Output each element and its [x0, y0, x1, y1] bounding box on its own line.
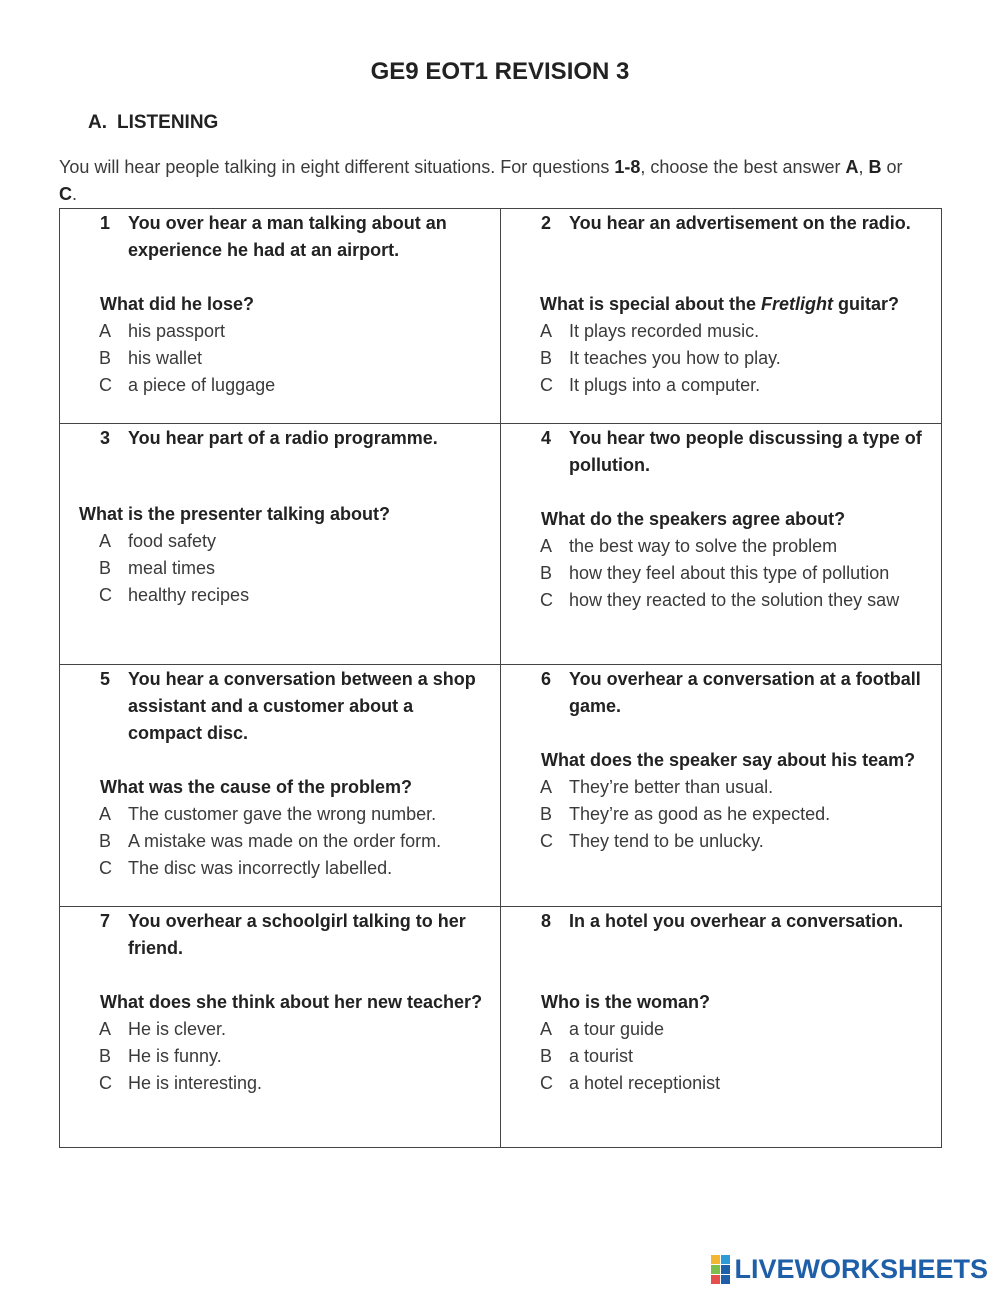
- option-letter: B: [540, 563, 553, 583]
- question-number: 7: [100, 911, 111, 931]
- intro-sep-2: or: [881, 157, 903, 177]
- option-text: food safety: [128, 531, 217, 551]
- question-prompt: What is the presenter talking about?: [79, 504, 391, 524]
- option-letter: A: [99, 321, 112, 341]
- option-letter: C: [99, 375, 112, 395]
- option-letter: B: [99, 348, 112, 368]
- option-text: how they reacted to the solution they saw: [569, 590, 900, 610]
- option-a[interactable]: [501, 1016, 941, 1043]
- option-letter: B: [540, 348, 553, 368]
- question-number: 1: [100, 213, 111, 233]
- option-letter: C: [99, 858, 112, 878]
- option-letter: C: [99, 585, 112, 605]
- option-text: the best way to solve the problem: [569, 536, 838, 556]
- option-text: A mistake was made on the order form.: [128, 831, 442, 851]
- intro-text-2: , choose the best answer: [640, 157, 846, 177]
- option-text: a tour guide: [569, 1019, 665, 1039]
- question-number: 2: [541, 213, 552, 233]
- option-text: a piece of luggage: [128, 375, 276, 395]
- question-stem: You hear an advertisement on the radio.: [569, 213, 911, 233]
- logo-icon: [711, 1255, 730, 1284]
- question-stem: You overhear a schoolgirl talking to her friend.: [128, 911, 466, 958]
- intro-text-1: You will hear people talking in eight different situations. For questions: [59, 157, 615, 177]
- option-text: He is clever.: [128, 1019, 227, 1039]
- option-a[interactable]: [60, 318, 500, 345]
- question-cell-7: [60, 907, 501, 1148]
- question-prompt: [501, 291, 941, 318]
- option-text: It plays recorded music.: [569, 321, 760, 341]
- option-text: a tourist: [569, 1046, 634, 1066]
- option-letter: C: [540, 375, 553, 395]
- instructions: [59, 154, 919, 208]
- intro-range: 1-8: [614, 157, 641, 177]
- question-prompt-start: What is special about the: [540, 294, 762, 314]
- option-c[interactable]: [501, 372, 941, 399]
- option-text: meal times: [128, 558, 216, 578]
- question-prompt-end: guitar?: [833, 294, 900, 314]
- option-c[interactable]: [60, 372, 500, 399]
- question-stem: You overhear a conversation at a football game.: [569, 669, 921, 716]
- option-letter: C: [540, 1073, 553, 1093]
- option-text: his passport: [128, 321, 226, 341]
- option-letter: A: [99, 804, 112, 824]
- logo-text: LIVEWORKSHEETS: [734, 1253, 988, 1284]
- option-a[interactable]: [501, 533, 941, 560]
- questions-table: [59, 208, 942, 1148]
- product-name: Fretlight: [761, 294, 834, 314]
- option-c[interactable]: [501, 587, 941, 614]
- option-text: his wallet: [128, 348, 203, 368]
- question-number: 3: [100, 428, 111, 448]
- option-letter: A: [99, 1019, 112, 1039]
- intro-option-c: C: [59, 184, 72, 204]
- option-b[interactable]: [501, 345, 941, 372]
- option-b[interactable]: [60, 828, 500, 855]
- option-letter: C: [540, 590, 553, 610]
- option-a[interactable]: [501, 318, 941, 345]
- option-letter: B: [540, 1046, 553, 1066]
- question-prompt: What was the cause of the problem?: [100, 777, 413, 797]
- option-text: He is interesting.: [128, 1073, 263, 1093]
- intro-end: .: [72, 184, 78, 204]
- question-cell-3: [60, 424, 501, 665]
- option-a[interactable]: [60, 801, 500, 828]
- option-text: a hotel receptionist: [569, 1073, 721, 1093]
- question-cell-2: [501, 209, 942, 424]
- option-letter: B: [99, 558, 112, 578]
- option-c[interactable]: [60, 855, 500, 882]
- page-title: GE9 EOT1 REVISION 3: [370, 58, 630, 85]
- question-stem: You hear two people discussing a type of pollution.: [569, 428, 922, 475]
- option-text: The customer gave the wrong number.: [128, 804, 437, 824]
- question-cell-5: [60, 665, 501, 907]
- question-stem: You over hear a man talking about an experience he had at an airport.: [128, 213, 447, 260]
- option-a[interactable]: [60, 1016, 500, 1043]
- question-stem: In a hotel you overhear a conversation.: [569, 911, 904, 931]
- section-heading: [88, 112, 218, 134]
- option-a[interactable]: [60, 528, 500, 555]
- question-number: 8: [541, 911, 552, 931]
- option-letter: B: [99, 831, 112, 851]
- question-stem: You hear a conversation between a shop assistant and a customer about a compact disc.: [128, 669, 476, 743]
- option-text: They’re better than usual.: [569, 777, 774, 797]
- question-prompt: Who is the woman?: [541, 992, 710, 1012]
- section-label: LISTENING: [117, 112, 219, 133]
- option-letter: A: [540, 1019, 553, 1039]
- option-letter: A: [540, 536, 553, 556]
- option-a[interactable]: [501, 774, 941, 801]
- option-b[interactable]: [501, 1043, 941, 1070]
- option-text: The disc was incorrectly labelled.: [128, 858, 393, 878]
- question-prompt: What does the speaker say about his team?: [541, 750, 916, 770]
- question-prompt: What did he lose?: [100, 294, 255, 314]
- question-prompt: What do the speakers agree about?: [541, 509, 846, 529]
- option-b[interactable]: [501, 560, 941, 587]
- liveworksheets-logo: [711, 1254, 988, 1284]
- option-letter: C: [99, 1073, 112, 1093]
- option-b[interactable]: [60, 345, 500, 372]
- option-text: It plugs into a computer.: [569, 375, 761, 395]
- option-b[interactable]: [501, 801, 941, 828]
- option-letter: C: [540, 831, 553, 851]
- option-c[interactable]: [60, 1070, 500, 1097]
- option-letter: A: [540, 321, 553, 341]
- option-text: healthy recipes: [128, 585, 250, 605]
- question-prompt: What does she think about her new teacher?: [100, 992, 483, 1012]
- option-c[interactable]: [501, 828, 941, 855]
- option-c[interactable]: [501, 1070, 941, 1097]
- option-letter: A: [99, 531, 112, 551]
- question-number: 5: [100, 669, 111, 689]
- option-c[interactable]: [60, 582, 500, 609]
- option-letter: A: [540, 777, 553, 797]
- option-text: It teaches you how to play.: [569, 348, 781, 368]
- option-text: how they feel about this type of pollution: [569, 563, 890, 583]
- intro-sep-1: ,: [858, 157, 869, 177]
- question-number: 4: [541, 428, 552, 448]
- intro-option-a: A: [845, 157, 859, 177]
- section-letter: A.: [88, 112, 107, 133]
- option-b[interactable]: [60, 555, 500, 582]
- option-b[interactable]: [60, 1043, 500, 1070]
- option-text: They’re as good as he expected.: [569, 804, 831, 824]
- intro-option-b: B: [868, 157, 882, 177]
- question-cell-6: [501, 665, 942, 907]
- option-letter: B: [540, 804, 553, 824]
- question-stem: You hear part of a radio programme.: [128, 428, 438, 448]
- question-cell-8: [501, 907, 942, 1148]
- question-number: 6: [541, 669, 552, 689]
- option-text: He is funny.: [128, 1046, 222, 1066]
- option-letter: B: [99, 1046, 112, 1066]
- question-cell-4: [501, 424, 942, 665]
- question-cell-1: [60, 209, 501, 424]
- option-text: They tend to be unlucky.: [569, 831, 764, 851]
